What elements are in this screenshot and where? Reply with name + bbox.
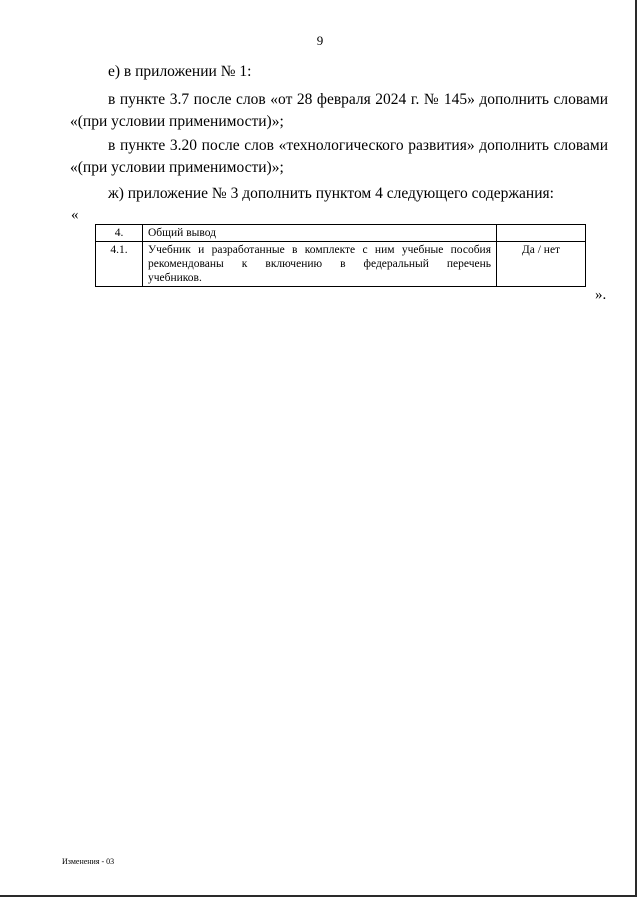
row-description (143, 225, 497, 242)
paragraph-point-3-20-line-2: «(при условии применимости)»; (70, 159, 284, 176)
open-quote: « (71, 207, 79, 223)
paragraph-appendix-1: е) в приложении № 1: (108, 63, 252, 80)
row-number: 4.1. (96, 242, 143, 287)
row-value: Да / нет (497, 242, 586, 287)
row-description (143, 242, 497, 287)
table-row (96, 225, 586, 242)
row-value (497, 225, 586, 242)
paragraph-point-3-7-line-2: «(при условии применимости)»; (70, 113, 284, 130)
row-number: 4. (96, 225, 143, 242)
row-description-line: Общий вывод (148, 227, 216, 239)
paragraph-point-3-7-line-1: в пункте 3.7 после слов «от 28 февраля 2024 г. № 145» дополнить словами (108, 91, 608, 108)
row-description-line: учебников. (148, 272, 202, 284)
table-row (96, 242, 586, 287)
row-description-line: рекомендованы к включению в федеральный перечень (148, 258, 491, 270)
appendix-table (95, 224, 586, 287)
footer-note: Изменения - 03 (62, 857, 115, 866)
close-quote: ». (595, 287, 607, 303)
paragraph-point-3-20-line-1: в пункте 3.20 после слов «технологического развития» дополнить словами (108, 137, 608, 154)
page-number: 9 (316, 33, 324, 48)
row-description-line: Учебник и разработанные в комплекте с ним учебные пособия (148, 244, 491, 256)
paragraph-appendix-3: ж) приложение № 3 дополнить пунктом 4 следующего содержания: (108, 185, 554, 202)
